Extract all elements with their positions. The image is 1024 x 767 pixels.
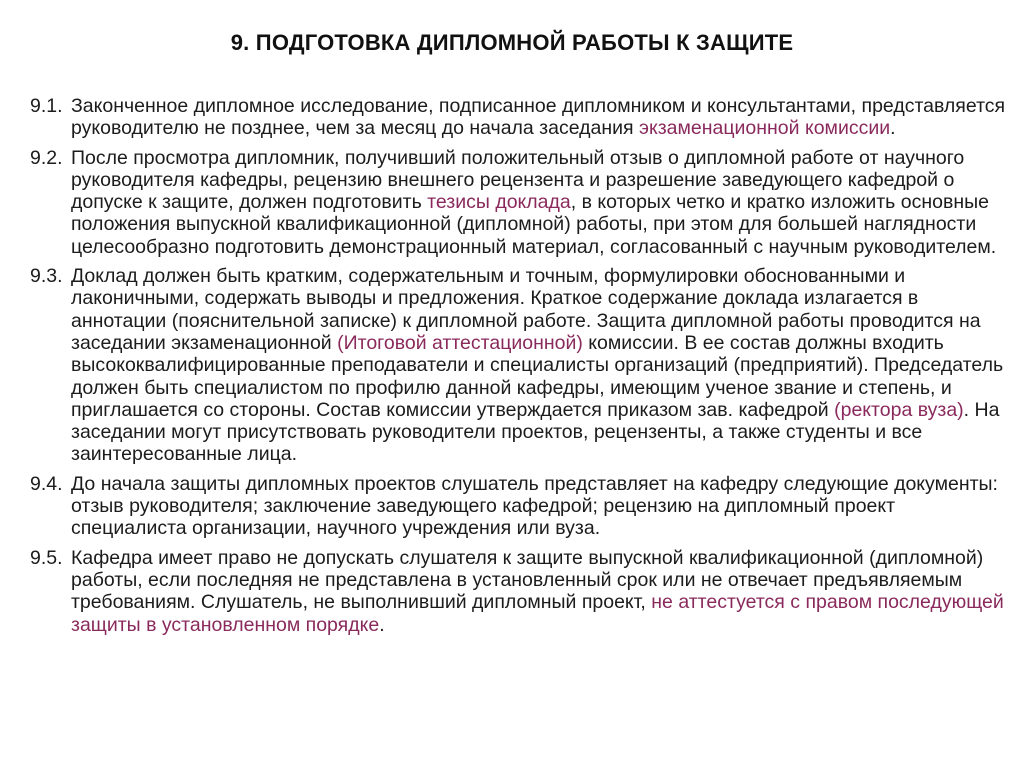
- paragraph-text: . На заседании могут присутствовать руководители проектов, рецензенты, а также студенты и все заинтересованные лица.: [71, 398, 1000, 466]
- paragraph-text: .: [890, 117, 896, 140]
- paragraph-9-1: [30, 95, 1015, 140]
- paragraph-9-5: [30, 547, 1015, 636]
- paragraph-text: Доклад должен быть кратким, содержательным и точным, формулировки обоснованными и лаконичными, содержать выводы и предложения. Краткое содержание доклада излагается в аннотации (пояснительной записке) к дипломной работе. Защита дипломной работы проводится на заседании экзаменационной: [71, 265, 981, 354]
- paragraph-text: Законченное дипломное исследование, подписанное дипломником и консультантами, представляется руководителю не позднее, чем за месяц до начала заседания: [71, 95, 1006, 140]
- paragraph-number: 9.3.: [30, 265, 63, 288]
- paragraph-number: 9.1.: [30, 95, 63, 117]
- paragraph-number: 9.4.: [30, 472, 63, 495]
- paragraph-number: 9.5.: [30, 546, 63, 569]
- slide-title: 9. ПОДГОТОВКА ДИПЛОМНОЙ РАБОТЫ К ЗАЩИТЕ: [230, 30, 794, 55]
- paragraph-9-3: [30, 265, 1015, 466]
- highlighted-text: не аттестуется с правом последующей защиты в установленном порядке: [71, 591, 1004, 636]
- paragraph-9-4: [30, 473, 1015, 540]
- highlighted-text: (Итоговой аттестационной): [337, 331, 583, 354]
- highlighted-text: экзаменационной комиссии: [639, 117, 891, 140]
- highlighted-text: тезисы доклада: [427, 191, 571, 214]
- highlighted-text: (ректора вуза): [834, 398, 964, 421]
- paragraph-number: 9.2.: [30, 146, 63, 169]
- paragraph-9-2: [30, 147, 1015, 258]
- paragraph-text: Кафедра имеет право не допускать слушателя к защите выпускной квалификационной (дипломной) работы, если последняя не представлена в установленный срок или не отвечает предъявляемым требованиям. Слушатель, не выполнивший дипломный проект,: [71, 546, 984, 614]
- paragraph-text: , в которых четко и кратко изложить основные положения выпускной квалификационной (дипломной) работы, при этом для большей наглядности целесообразно подготовить демонстрационный материал, согласованный с научным руководителем.: [71, 191, 997, 258]
- paragraph-text: После просмотра дипломник, получивший положительный отзыв о дипломной работе от научного руководителя кафедры, рецензию внешнего рецензента и разрешение заведующего кафедрой о допуске к защите, должен подготовить: [71, 146, 965, 214]
- paragraph-text: .: [379, 613, 385, 636]
- slide-body: [30, 95, 1015, 643]
- paragraph-text: комиссии. В ее состав должны входить высококвалифицированные преподаватели и специалисты организаций (предприятий). Председатель должен быть специалистом по профилю данной кафедры, имеющим ученое звание и степень, и приглашается со стороны. Состав комиссии утверждается приказом зав. кафедрой: [71, 331, 1004, 421]
- paragraph-text: До начала защиты дипломных проектов слушатель представляет на кафедру следующие документы: отзыв руководителя; заключение заведующего кафедрой; рецензию на дипломный проект специалиста организации, научного учреждения или вуза.: [71, 472, 998, 540]
